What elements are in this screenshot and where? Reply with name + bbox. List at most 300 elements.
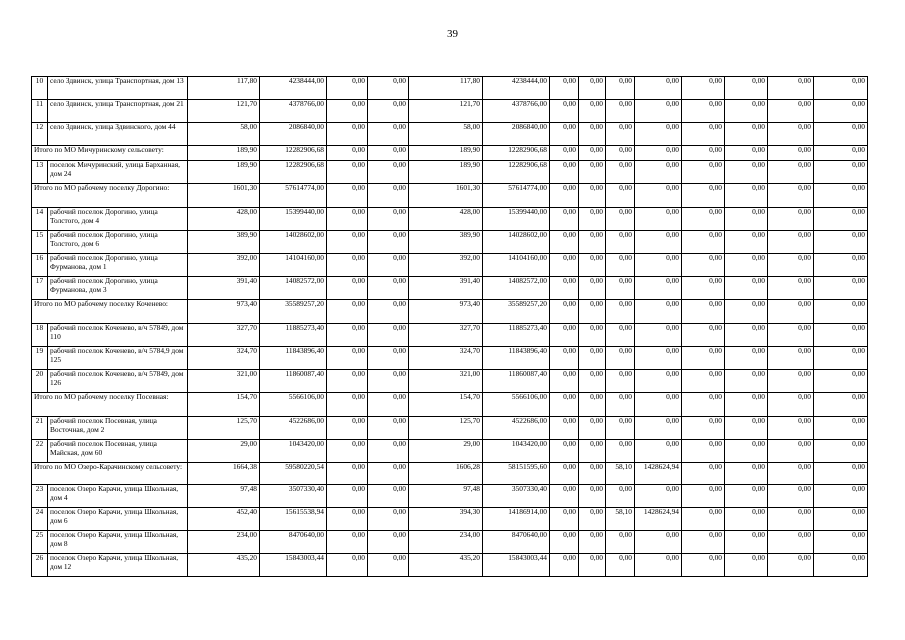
value-cell: 0,00 [606,146,635,161]
value-cell: 0,00 [327,531,368,554]
value-cell: 0,00 [579,440,606,463]
address-cell: село Здвинск, улица Здвинского, дом 44 [48,123,188,146]
value-cell: 0,00 [368,324,409,347]
value-cell: 2086840,00 [260,123,327,146]
value-cell: 11885273,40 [483,324,550,347]
value-cell: 0,00 [606,440,635,463]
value-cell: 0,00 [682,184,725,208]
value-cell: 0,00 [814,100,868,123]
table-row [32,100,868,123]
value-cell: 0,00 [550,508,579,531]
row-number: 14 [32,208,48,231]
value-cell: 0,00 [768,123,814,146]
value-cell: 0,00 [682,324,725,347]
row-number: 13 [32,161,48,184]
value-cell: 189,90 [409,146,483,161]
value-cell: 0,00 [682,463,725,485]
value-cell: 11860087,40 [260,370,327,393]
value-cell: 0,00 [682,77,725,100]
total-label: Итого по МО рабочему поселку Коченево: [32,300,188,324]
value-cell: 0,00 [368,347,409,370]
value-cell: 0,00 [606,554,635,577]
value-cell: 0,00 [725,531,768,554]
value-cell: 327,70 [409,324,483,347]
value-cell: 35589257,20 [260,300,327,324]
address-cell: поселок Озеро Карачи, улица Школьная, дом 4 [48,485,188,508]
value-cell: 57614774,00 [260,184,327,208]
value-cell: 0,00 [682,393,725,417]
value-cell: 0,00 [635,347,682,370]
value-cell: 1601,30 [409,184,483,208]
value-cell: 0,00 [606,100,635,123]
value-cell: 3507330,40 [483,485,550,508]
value-cell: 0,00 [814,146,868,161]
value-cell: 1043420,00 [260,440,327,463]
value-cell: 0,00 [327,184,368,208]
value-cell: 0,00 [327,508,368,531]
value-cell: 59580220,54 [260,463,327,485]
value-cell: 0,00 [606,370,635,393]
value-cell: 0,00 [635,531,682,554]
value-cell: 0,00 [606,393,635,417]
total-label: Итого по МО Мичуринскому сельсовету: [32,146,188,161]
value-cell: 0,00 [635,100,682,123]
value-cell: 234,00 [188,531,260,554]
address-cell: рабочий поселок Коченево, в/ч 57849, дом 110 [48,324,188,347]
value-cell: 12282906,68 [483,146,550,161]
value-cell: 0,00 [327,254,368,277]
value-cell: 0,00 [768,208,814,231]
value-cell: 189,90 [188,146,260,161]
table-row [32,554,868,577]
value-cell: 189,90 [409,161,483,184]
value-cell: 0,00 [550,440,579,463]
value-cell: 1664,38 [188,463,260,485]
value-cell: 0,00 [327,77,368,100]
value-cell: 0,00 [579,393,606,417]
value-cell: 57614774,00 [483,184,550,208]
value-cell: 0,00 [327,347,368,370]
value-cell: 0,00 [550,417,579,440]
value-cell: 0,00 [768,347,814,370]
value-cell: 0,00 [814,347,868,370]
value-cell: 0,00 [550,231,579,254]
row-number: 21 [32,417,48,440]
value-cell: 0,00 [768,184,814,208]
value-cell: 12282906,68 [483,161,550,184]
value-cell: 58151595,60 [483,463,550,485]
value-cell: 0,00 [550,485,579,508]
value-cell: 0,00 [327,161,368,184]
value-cell: 321,00 [188,370,260,393]
value-cell: 0,00 [368,393,409,417]
value-cell: 0,00 [768,231,814,254]
row-number: 25 [32,531,48,554]
value-cell: 0,00 [327,146,368,161]
value-cell: 0,00 [550,324,579,347]
row-number: 16 [32,254,48,277]
value-cell: 0,00 [550,393,579,417]
value-cell: 4522686,00 [483,417,550,440]
value-cell: 0,00 [682,123,725,146]
value-cell: 0,00 [550,370,579,393]
value-cell: 0,00 [768,146,814,161]
value-cell: 0,00 [606,184,635,208]
value-cell: 0,00 [635,417,682,440]
value-cell: 0,00 [368,100,409,123]
value-cell: 1606,28 [409,463,483,485]
value-cell: 0,00 [725,324,768,347]
value-cell: 0,00 [579,300,606,324]
value-cell: 0,00 [768,393,814,417]
value-cell: 234,00 [409,531,483,554]
value-cell: 125,70 [409,417,483,440]
value-cell: 0,00 [635,277,682,300]
value-cell: 0,00 [768,440,814,463]
value-cell: 0,00 [768,554,814,577]
value-cell: 0,00 [579,231,606,254]
value-cell: 321,00 [409,370,483,393]
value-cell: 117,80 [188,77,260,100]
value-cell: 0,00 [635,300,682,324]
table-row [32,161,868,184]
total-row [32,146,868,161]
value-cell: 0,00 [768,463,814,485]
value-cell: 452,40 [188,508,260,531]
value-cell: 0,00 [606,324,635,347]
value-cell: 0,00 [579,123,606,146]
value-cell: 0,00 [814,254,868,277]
row-number: 22 [32,440,48,463]
value-cell: 11843896,40 [483,347,550,370]
table-row [32,324,868,347]
value-cell: 0,00 [368,146,409,161]
value-cell: 0,00 [725,277,768,300]
value-cell: 0,00 [579,277,606,300]
value-cell: 15843003,44 [260,554,327,577]
value-cell: 0,00 [368,554,409,577]
value-cell: 0,00 [768,300,814,324]
address-cell: рабочий поселок Дорогино, улица Фурманова, дом 3 [48,277,188,300]
value-cell: 0,00 [579,347,606,370]
value-cell: 428,00 [409,208,483,231]
value-cell: 0,00 [579,485,606,508]
value-cell: 0,00 [550,146,579,161]
value-cell: 0,00 [579,77,606,100]
value-cell: 0,00 [368,531,409,554]
value-cell: 1043420,00 [483,440,550,463]
value-cell: 0,00 [768,77,814,100]
value-cell: 0,00 [606,208,635,231]
value-cell: 0,00 [635,231,682,254]
value-cell: 0,00 [579,554,606,577]
value-cell: 125,70 [188,417,260,440]
value-cell: 4378766,00 [260,100,327,123]
value-cell: 0,00 [814,161,868,184]
value-cell: 0,00 [635,77,682,100]
value-cell: 0,00 [606,254,635,277]
total-row [32,184,868,208]
address-cell: рабочий поселок Дорогино, улица Фурманова, дом 1 [48,254,188,277]
value-cell: 4522686,00 [260,417,327,440]
value-cell: 0,00 [368,440,409,463]
value-cell: 0,00 [725,300,768,324]
value-cell: 0,00 [635,370,682,393]
value-cell: 0,00 [606,300,635,324]
value-cell: 0,00 [327,417,368,440]
value-cell: 0,00 [814,370,868,393]
value-cell: 0,00 [368,508,409,531]
address-cell: поселок Озеро Карачи, улица Школьная, дом 12 [48,554,188,577]
value-cell: 0,00 [725,485,768,508]
value-cell: 0,00 [814,324,868,347]
value-cell: 0,00 [635,393,682,417]
value-cell: 0,00 [814,393,868,417]
value-cell: 0,00 [635,554,682,577]
row-number: 19 [32,347,48,370]
value-cell: 29,00 [409,440,483,463]
value-cell: 0,00 [814,485,868,508]
address-cell: село Здвинск, улица Транспортная, дом 13 [48,77,188,100]
total-row [32,300,868,324]
value-cell: 0,00 [635,254,682,277]
value-cell: 0,00 [725,554,768,577]
value-cell: 391,40 [409,277,483,300]
value-cell: 0,00 [327,393,368,417]
value-cell: 0,00 [606,123,635,146]
value-cell: 12282906,68 [260,146,327,161]
value-cell: 0,00 [635,161,682,184]
value-cell: 0,00 [814,123,868,146]
table-row [32,231,868,254]
value-cell: 0,00 [550,123,579,146]
value-cell: 394,30 [409,508,483,531]
value-cell: 14028602,00 [483,231,550,254]
value-cell: 0,00 [606,161,635,184]
value-cell: 0,00 [550,347,579,370]
value-cell: 0,00 [327,231,368,254]
value-cell: 0,00 [327,463,368,485]
value-cell: 0,00 [327,370,368,393]
value-cell: 121,70 [188,100,260,123]
value-cell: 428,00 [188,208,260,231]
value-cell: 0,00 [814,208,868,231]
table-row [32,347,868,370]
value-cell: 0,00 [725,370,768,393]
table-row [32,123,868,146]
value-cell: 0,00 [768,277,814,300]
value-cell: 0,00 [725,100,768,123]
value-cell: 0,00 [768,508,814,531]
value-cell: 2086840,00 [483,123,550,146]
value-cell: 0,00 [725,417,768,440]
value-cell: 0,00 [579,161,606,184]
value-cell: 0,00 [768,254,814,277]
value-cell: 0,00 [682,347,725,370]
value-cell: 0,00 [550,100,579,123]
value-cell: 0,00 [327,277,368,300]
value-cell: 0,00 [579,146,606,161]
value-cell: 0,00 [635,208,682,231]
value-cell: 0,00 [327,100,368,123]
value-cell: 0,00 [550,300,579,324]
value-cell: 8470640,00 [483,531,550,554]
value-cell: 0,00 [725,231,768,254]
row-number: 26 [32,554,48,577]
value-cell: 14082572,00 [483,277,550,300]
value-cell: 0,00 [682,440,725,463]
value-cell: 0,00 [327,324,368,347]
table-row [32,485,868,508]
value-cell: 0,00 [579,370,606,393]
value-cell: 4238444,00 [483,77,550,100]
total-row [32,393,868,417]
value-cell: 0,00 [368,370,409,393]
value-cell: 0,00 [606,531,635,554]
value-cell: 35589257,20 [483,300,550,324]
value-cell: 0,00 [682,254,725,277]
value-cell: 0,00 [682,417,725,440]
value-cell: 0,00 [682,100,725,123]
table-row [32,508,868,531]
value-cell: 0,00 [550,161,579,184]
value-cell: 0,00 [725,463,768,485]
value-cell: 0,00 [814,554,868,577]
value-cell: 0,00 [768,485,814,508]
table-row [32,440,868,463]
address-cell: рабочий поселок Посевная, улица Восточная, дом 2 [48,417,188,440]
value-cell: 0,00 [725,77,768,100]
value-cell: 0,00 [368,231,409,254]
row-number: 12 [32,123,48,146]
value-cell: 0,00 [682,531,725,554]
address-cell: поселок Мичуринский, улица Барханная, дом 24 [48,161,188,184]
value-cell: 389,90 [188,231,260,254]
value-cell: 0,00 [550,184,579,208]
value-cell: 0,00 [814,440,868,463]
value-cell: 58,10 [606,508,635,531]
value-cell: 324,70 [188,347,260,370]
value-cell: 0,00 [550,208,579,231]
address-cell: рабочий поселок Дорогино, улица Толстого, дом 6 [48,231,188,254]
value-cell: 8470640,00 [260,531,327,554]
row-number: 15 [32,231,48,254]
value-cell: 0,00 [327,123,368,146]
value-cell: 0,00 [368,485,409,508]
value-cell: 14104160,00 [260,254,327,277]
value-cell: 0,00 [682,146,725,161]
value-cell: 97,48 [409,485,483,508]
table-row [32,254,868,277]
value-cell: 0,00 [579,417,606,440]
table-row [32,77,868,100]
value-cell: 0,00 [814,184,868,208]
value-cell: 4238444,00 [260,77,327,100]
value-cell: 0,00 [635,123,682,146]
value-cell: 117,80 [409,77,483,100]
value-cell: 392,00 [188,254,260,277]
value-cell: 0,00 [814,417,868,440]
value-cell: 0,00 [550,77,579,100]
value-cell: 0,00 [682,277,725,300]
value-cell: 5566106,00 [483,393,550,417]
value-cell: 3507330,40 [260,485,327,508]
address-cell: рабочий поселок Коченево, в/ч 5784,9 дом 125 [48,347,188,370]
address-cell: село Здвинск, улица Транспортная, дом 21 [48,100,188,123]
value-cell: 0,00 [725,161,768,184]
table-row [32,277,868,300]
table-body [32,77,868,577]
value-cell: 327,70 [188,324,260,347]
value-cell: 0,00 [635,324,682,347]
value-cell: 0,00 [606,77,635,100]
value-cell: 0,00 [368,417,409,440]
row-number: 18 [32,324,48,347]
value-cell: 0,00 [768,370,814,393]
value-cell: 0,00 [768,417,814,440]
value-cell: 0,00 [368,254,409,277]
value-cell: 0,00 [682,485,725,508]
value-cell: 0,00 [579,508,606,531]
value-cell: 0,00 [327,440,368,463]
value-cell: 392,00 [409,254,483,277]
value-cell: 0,00 [725,508,768,531]
value-cell: 4378766,00 [483,100,550,123]
value-cell: 435,20 [409,554,483,577]
address-cell: поселок Озеро Карачи, улица Школьная, дом 6 [48,508,188,531]
row-number: 10 [32,77,48,100]
value-cell: 0,00 [814,277,868,300]
value-cell: 1601,30 [188,184,260,208]
value-cell: 0,00 [725,347,768,370]
value-cell: 0,00 [368,300,409,324]
row-number: 24 [32,508,48,531]
value-cell: 0,00 [606,347,635,370]
value-cell: 0,00 [725,184,768,208]
value-cell: 14082572,00 [260,277,327,300]
value-cell: 58,00 [188,123,260,146]
value-cell: 0,00 [635,440,682,463]
value-cell: 0,00 [768,161,814,184]
value-cell: 0,00 [550,254,579,277]
row-number: 17 [32,277,48,300]
value-cell: 0,00 [814,300,868,324]
value-cell: 324,70 [409,347,483,370]
value-cell: 0,00 [327,300,368,324]
value-cell: 0,00 [579,463,606,485]
value-cell: 15399440,00 [260,208,327,231]
value-cell: 0,00 [606,417,635,440]
value-cell: 1428624,94 [635,463,682,485]
value-cell: 0,00 [768,531,814,554]
value-cell: 0,00 [368,277,409,300]
value-cell: 29,00 [188,440,260,463]
value-cell: 58,00 [409,123,483,146]
total-label: Итого по МО Озеро-Карачинскому сельсовету: [32,463,188,485]
value-cell: 0,00 [550,554,579,577]
value-cell: 0,00 [579,100,606,123]
value-cell: 0,00 [327,485,368,508]
value-cell: 0,00 [768,100,814,123]
total-row [32,463,868,485]
row-number: 23 [32,485,48,508]
value-cell: 11885273,40 [260,324,327,347]
value-cell: 0,00 [682,161,725,184]
value-cell: 0,00 [682,508,725,531]
table-row [32,531,868,554]
value-cell: 0,00 [368,463,409,485]
table-row [32,208,868,231]
